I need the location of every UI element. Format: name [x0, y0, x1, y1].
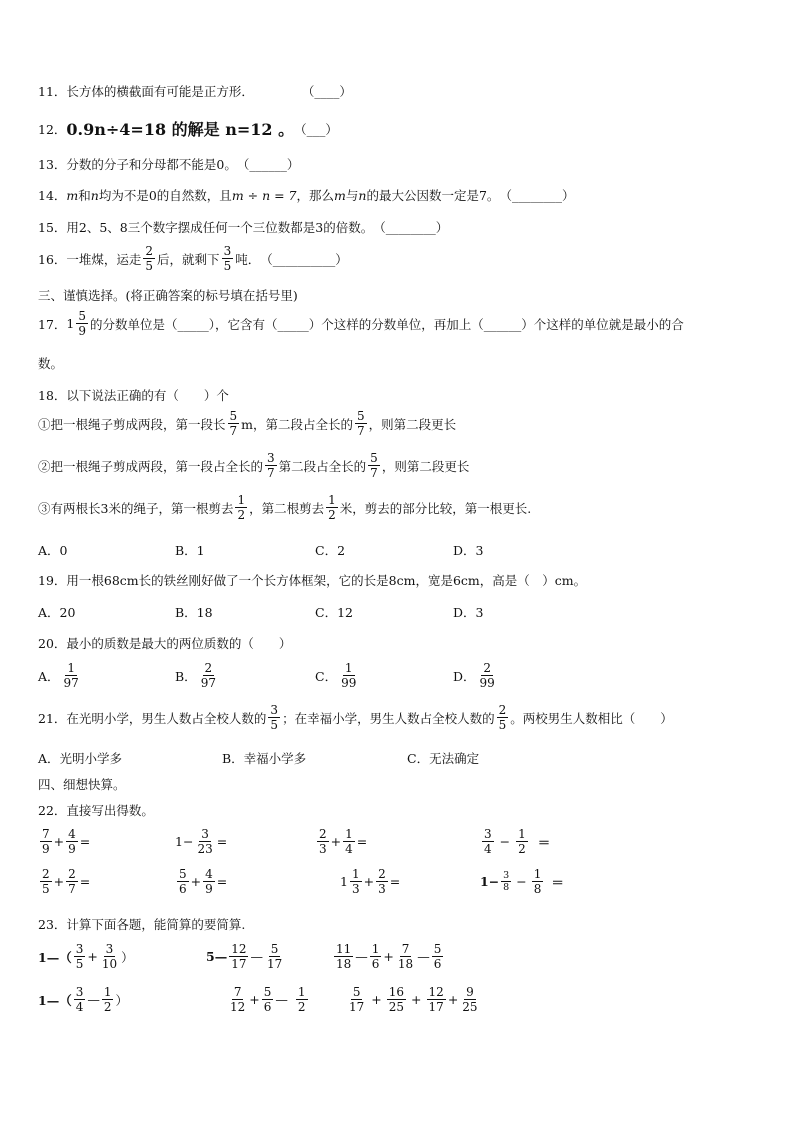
question-14: [38, 186, 574, 204]
q14-var-m-2: m: [334, 187, 346, 203]
q22-expr-8[interactable]: 1− $\frac{3}{8}$ − $\frac{1}{8}$ ＝: [480, 867, 564, 896]
q23-expr-3[interactable]: $\frac{11}{18}$ — $\frac{1}{6}$ + $\frac{7}{18}$ — $\frac{5}{6}$: [336, 942, 442, 971]
q18-option-c[interactable]: C．2: [315, 543, 346, 558]
q16-fraction-2: $\frac{3}{5}$: [223, 244, 232, 273]
q12-number: 12．: [38, 121, 67, 137]
q22-expr-5[interactable]: $\frac{2}{5}$ + $\frac{2}{7}$ =: [42, 867, 91, 896]
q17-text-cont: 数。: [38, 356, 64, 371]
q16-text-1: 16．一堆煤，运走: [38, 251, 142, 267]
section-4-heading: 四、细想快算。: [38, 777, 126, 792]
q14-text-4: 与: [345, 188, 359, 203]
q14-text-3: ，那么: [296, 188, 335, 203]
question-20: 20．最小的质数是最大的两位质数的（ ）: [38, 636, 292, 651]
q16-text-3: 吨．: [235, 251, 261, 267]
q18-statement-3: ③有两根长3米的绳子，第一根剪去 $\frac{1}{2}$ ，第二根剪去 $\frac{1}{2}$ 米，剪去的部分比较，第一根更长.: [38, 493, 532, 522]
q17-whole: 1: [66, 316, 75, 331]
question-19: 19．用一根68cm长的铁丝刚好做了一个长方体框架，它的长是8cm，宽是6cm，高是（ ）cm。: [38, 573, 587, 588]
q20-option-b[interactable]: B． $\frac{2}{97}$: [175, 661, 216, 690]
q14-text-2: 均为不是0的自然数，且: [98, 188, 232, 203]
q14-var-n-2: n: [358, 187, 367, 203]
question-15: [38, 218, 448, 236]
q14-answer-blank[interactable]: （________）: [499, 188, 575, 203]
q16-fraction-1: $\frac{2}{5}$: [145, 244, 154, 273]
q22-expr-7[interactable]: 1 $\frac{1}{3}$ + $\frac{2}{3}$ =: [340, 867, 401, 896]
q19-option-b[interactable]: B．18: [175, 605, 213, 620]
question-18: 18．以下说法正确的有（ ）个: [38, 388, 229, 403]
q15-answer-blank[interactable]: （________）: [373, 220, 449, 235]
q22-expr-4[interactable]: $\frac{3}{4}$ − $\frac{1}{2}$ ＝: [484, 827, 551, 856]
q18-option-b[interactable]: B．1: [175, 543, 205, 558]
q16-text-2: 后，就剩下: [157, 251, 220, 267]
q17-fraction: $\frac{5}{9}$: [78, 309, 86, 338]
q23-expr-2[interactable]: 5— $\frac{12}{17}$ — $\frac{5}{17}$: [206, 942, 283, 971]
q14-var-n: n: [90, 187, 99, 203]
q18-statement-1: ①把一根绳子剪成两段，第一段长 $\frac{5}{7}$ m，第二段占全长的 $\frac{5}{7}$ ，则第二段更长: [38, 409, 457, 438]
q22-expr-2[interactable]: 1− $\frac{3}{23}$ =: [175, 827, 228, 856]
question-22: 22．直接写出得数。: [38, 803, 154, 818]
question-23: 23．计算下面各题，能简算的要简算.: [38, 917, 246, 932]
q19-option-a[interactable]: A．20: [38, 605, 76, 620]
q20-option-c[interactable]: C． $\frac{1}{99}$: [315, 661, 357, 690]
q21-option-c[interactable]: C．无法确定: [407, 751, 480, 766]
q13-answer-blank[interactable]: （______）: [236, 157, 300, 172]
q22-expr-6[interactable]: $\frac{5}{6}$ + $\frac{4}{9}$ =: [179, 867, 228, 896]
q23-expr-1[interactable]: 1—（ $\frac{3}{5}$ + $\frac{3}{10}$ ）: [38, 942, 134, 971]
q16-answer-blank[interactable]: （__________）: [260, 251, 348, 267]
q21-option-b[interactable]: B．幸福小学多: [222, 751, 307, 766]
q23-expr-4[interactable]: 1—（ $\frac{3}{4}$ — $\frac{1}{2}$ ）: [38, 985, 128, 1014]
q20-option-a[interactable]: A． $\frac{1}{97}$: [38, 661, 79, 690]
q23-expr-6[interactable]: $\frac{5}{17}$ + $\frac{16}{25}$ + $\frac{12}{17}$ + $\frac{9}{25}$: [349, 985, 478, 1014]
q20-option-d[interactable]: D． $\frac{2}{99}$: [453, 661, 495, 690]
question-21: 21．在光明小学，男生人数占全校人数的 $\frac{3}{5}$ ；在幸福小学，男生人数占全校人数的 $\frac{2}{5}$ 。两校男生人数相比（ ）: [38, 703, 673, 732]
q12-answer-blank[interactable]: （___）: [294, 121, 338, 137]
q15-text: 15．用2、5、8三个数字摆成任何一个三位数都是3的倍数。: [38, 220, 374, 235]
question-16: [38, 245, 348, 272]
question-11: [38, 82, 352, 100]
q18-statement-2: ②把一根绳子剪成两段，第一段占全长的 $\frac{3}{7}$ 第二段占全长的 $\frac{5}{7}$ ，则第二段更长: [38, 451, 470, 480]
q21-option-a[interactable]: A．光明小学多: [38, 751, 123, 766]
q12-text: 0.9n÷4=18 的解是 n=12 。: [66, 120, 295, 139]
q19-option-c[interactable]: C．12: [315, 605, 353, 620]
q14-text-5: 的最大公因数一定是7。: [366, 188, 500, 203]
q18-option-a[interactable]: A．0: [38, 543, 68, 558]
q22-expr-3[interactable]: $\frac{2}{3}$ + $\frac{1}{4}$ =: [319, 827, 368, 856]
question-13: [38, 155, 299, 173]
q19-option-d[interactable]: D．3: [453, 605, 484, 620]
q11-answer-blank[interactable]: （____）: [301, 84, 352, 99]
q22-expr-1[interactable]: $\frac{7}{9}$ + $\frac{4}{9}$ =: [42, 827, 91, 856]
q14-var-m: m: [66, 187, 79, 203]
question-17: [38, 310, 684, 337]
question-12: [38, 117, 338, 140]
q11-text: 11．长方体的横截面有可能是正方形．: [38, 84, 254, 99]
q14-text-1: 和: [78, 188, 91, 203]
q17-text: 的分数单位是（_____），它含有（_____）个这样的分数单位，再加上（______）个这样的单位就是最小的合: [90, 316, 684, 332]
q17-number: 17．: [38, 316, 67, 332]
q18-option-d[interactable]: D．3: [453, 543, 484, 558]
section-3-heading: 三、谨慎选择。(将正确答案的标号填在括号里): [38, 288, 298, 303]
q23-expr-5[interactable]: $\frac{7}{12}$ + $\frac{5}{6}$ — $\frac{1}{2}$: [230, 985, 306, 1014]
q14-equation: m ÷ n = 7: [231, 187, 297, 203]
q13-text: 13．分数的分子和分母都不能是0。: [38, 157, 237, 172]
q14-number: 14．: [38, 188, 67, 203]
